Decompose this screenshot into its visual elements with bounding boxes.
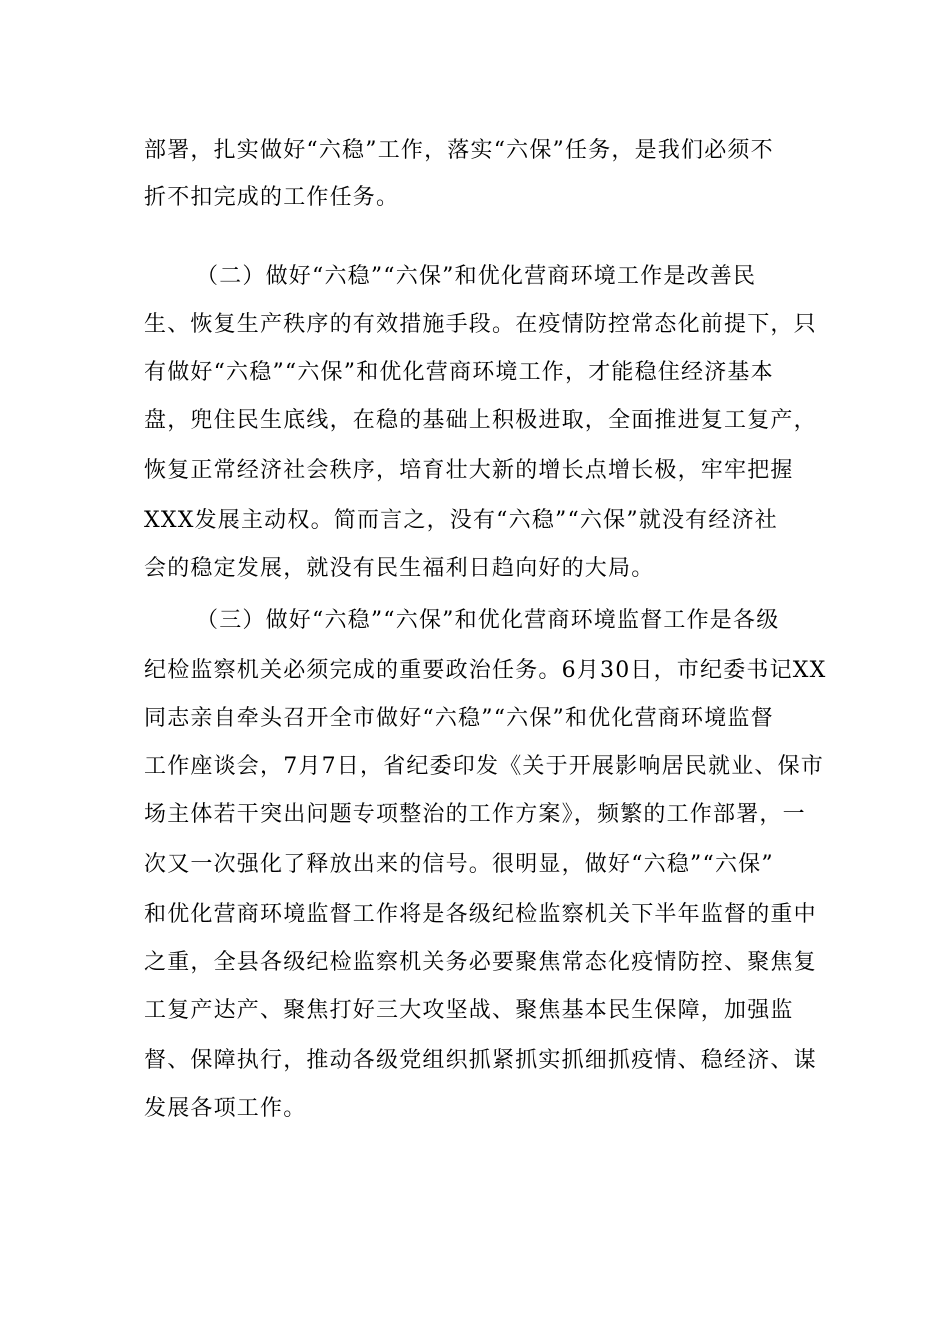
- text-line: 之重，全县各级纪检监察机关务必要聚焦常态化疫情防控、聚焦复: [144, 950, 817, 975]
- text-line: 和优化营商环境监督工作将是各级纪检监察机关下半年监督的重中: [144, 902, 817, 927]
- text-line: 督、保障执行，推动各级党组织抓紧抓实抓细抓疫情、稳经济、谋: [144, 1048, 817, 1073]
- text-line-paragraph-start: （二）做好“六稳”“六保”和优化营商环境工作是改善民: [196, 264, 757, 289]
- text-line: 场主体若干突出问题专项整治的工作方案》，频繁的工作部署，一: [144, 802, 806, 827]
- text-line: 次又一次强化了释放出来的信号。很明显，做好“六稳”“六保”: [144, 852, 774, 877]
- text-line: 工作座谈会，7月7日，省纪委印发《关于开展影响居民就业、保市: [144, 754, 824, 779]
- text-line: 恢复正常经济社会秩序，培育壮大新的增长点增长极，牢牢把握: [144, 458, 794, 483]
- text-line: 有做好“六稳”“六保”和优化营商环境工作，才能稳住经济基本: [144, 360, 774, 385]
- text-line: 同志亲自牵头召开全市做好“六稳”“六保”和优化营商环境监督: [144, 706, 774, 731]
- text-line: 会的稳定发展，就没有民生福利日趋向好的大局。: [144, 556, 655, 581]
- text-line: 纪检监察机关必须完成的重要政治任务。6月30日，市纪委书记XX: [144, 658, 827, 683]
- text-line: 部署，扎实做好“六稳”工作，落实“六保”任务，是我们必须不: [144, 138, 774, 163]
- text-line-paragraph-start: （三）做好“六稳”“六保”和优化营商环境监督工作是各级: [196, 608, 780, 633]
- text-line: 盘，兜住民生底线，在稳的基础上积极进取，全面推进复工复产，: [144, 408, 817, 433]
- text-line: 工复产达产、聚焦打好三大攻坚战、聚焦基本民生保障，加强监: [144, 998, 794, 1023]
- text-line: 发展各项工作。: [144, 1096, 307, 1121]
- text-line: 生、恢复生产秩序的有效措施手段。在疫情防控常态化前提下，只: [144, 312, 817, 337]
- text-line: 折不扣完成的工作任务。: [144, 185, 400, 210]
- text-line: XXX发展主动权。简而言之，没有“六稳”“六保”就没有经济社: [144, 508, 778, 533]
